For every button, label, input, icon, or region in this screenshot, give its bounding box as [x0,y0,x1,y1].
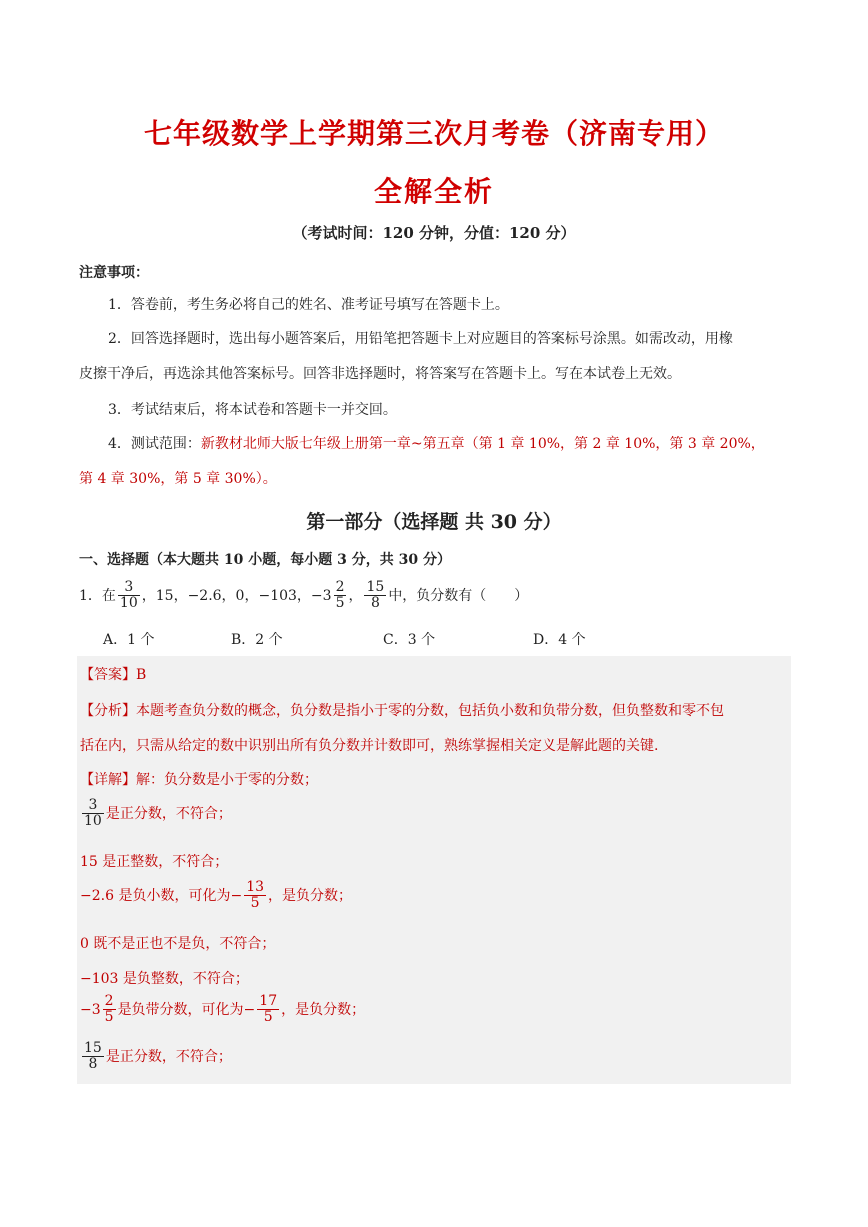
fraction-denominator: 5 [335,595,345,612]
step-3 [80,880,352,912]
fraction [82,798,104,830]
fraction-denominator: 8 [370,595,380,612]
detail-tag: 【详解】 [80,772,136,788]
fraction-numerator: 2 [335,579,345,595]
document-title: 七年级数学上学期第三次月考卷（济南专用） [143,117,724,150]
question-prefix: 1．在 [79,587,116,604]
question-segment: ，15，−2.6，0，−103，−3 [141,587,332,604]
exam-info: （考试时间：120 分钟，分值：120 分） [292,224,576,242]
step-text: 是负带分数，可化为− [117,1001,256,1018]
test-scope-text: 新教材北师大版七年级上册第一章~第五章（第 1 章 10%，第 2 章 10%，第 3 章 20%， [200,436,765,452]
fraction-numerator: 3 [82,798,104,814]
notice-item-2-line-1: 2．回答选择题时，选出每小题答案后，用铅笔把答题卡上对应题目的答案标号涂黑。如需改动，用橡 [108,331,733,347]
fraction-numerator: 15 [84,1040,102,1056]
step-text: 是正分数，不符合； [105,805,232,822]
step-7 [80,1041,232,1073]
fraction-denominator: 5 [104,1009,114,1026]
fraction-denominator: 8 [88,1056,98,1073]
fraction [82,1041,104,1073]
fraction-numerator: 13 [246,879,265,895]
document-subtitle: 全解全析 [373,175,494,208]
detail-text: 解：负分数是小于零的分数； [136,772,318,788]
notice-item-1: 1．答卷前，考生务必将自己的姓名、准考证号填写在答题卡上。 [108,297,509,313]
step-text: −3 [80,1001,101,1018]
fraction-denominator: 5 [263,1009,273,1026]
fraction [118,580,140,612]
step-5: −103 是负整数，不符合； [80,971,249,987]
detail-line [80,769,318,789]
notice-item-4-prefix: 4．测试范围： [108,436,201,452]
fraction-numerator: 3 [118,580,140,596]
solution-box [77,656,791,1084]
step-6 [80,994,365,1026]
step-text: ，是负分数； [268,887,353,904]
notice-item-4-line-1 [108,433,765,453]
fraction [244,880,266,912]
fraction-numerator: 15 [366,579,385,595]
step-text: 是正分数，不符合； [105,1048,232,1065]
option-d[interactable]: D．4 个 [533,632,586,648]
notice-item-4-line-2: 第 4 章 30%，第 5 章 30%）。 [79,471,277,487]
fraction [257,994,279,1026]
fraction [103,994,116,1026]
fraction [364,580,386,612]
step-text: ，是负分数； [281,1001,366,1018]
option-b[interactable]: B．2 个 [231,632,283,648]
fraction-denominator: 5 [250,895,260,912]
answer-line: 【答案】B [80,667,147,683]
fraction-numerator: 17 [259,993,278,1009]
option-c[interactable]: C．3 个 [383,632,436,648]
notice-item-2-line-2: 皮擦干净后，再选涂其他答案标号。回答非选择题时，将答案写在答题卡上。写在本试卷上无效。 [79,366,681,382]
section-title: 一、选择题（本大题共 10 小题，每小题 3 分，共 30 分） [79,552,451,568]
step-1 [80,798,232,830]
fraction [334,580,347,612]
step-text: −2.6 是负小数，可化为− [80,887,243,904]
notice-heading: 注意事项： [79,265,149,281]
step-2: 15 是正整数，不符合； [80,854,229,870]
analysis-line-1: 【分析】本题考查负分数的概念，负分数是指小于零的分数，包括负小数和负带分数，但负整数和零不包 [80,703,724,719]
question-1 [79,580,528,612]
notice-item-3: 3．考试结束后，将本试卷和答题卡一并交回。 [108,402,397,418]
fraction-denominator: 10 [119,595,138,612]
fraction-denominator: 10 [84,813,102,830]
option-a[interactable]: A．1 个 [103,632,155,648]
fraction-numerator: 2 [104,993,114,1009]
analysis-line-2: 括在内，只需从给定的数中识别出所有负分数并计数即可，熟练掌握相关定义是解此题的关键. [80,738,659,754]
question-suffix: 中，负分数有（ ） [388,587,529,604]
part-title: 第一部分（选择题 共 30 分） [306,511,562,533]
step-4: 0 既不是正也不是负，不符合； [80,936,276,952]
question-segment: ， [348,587,363,604]
